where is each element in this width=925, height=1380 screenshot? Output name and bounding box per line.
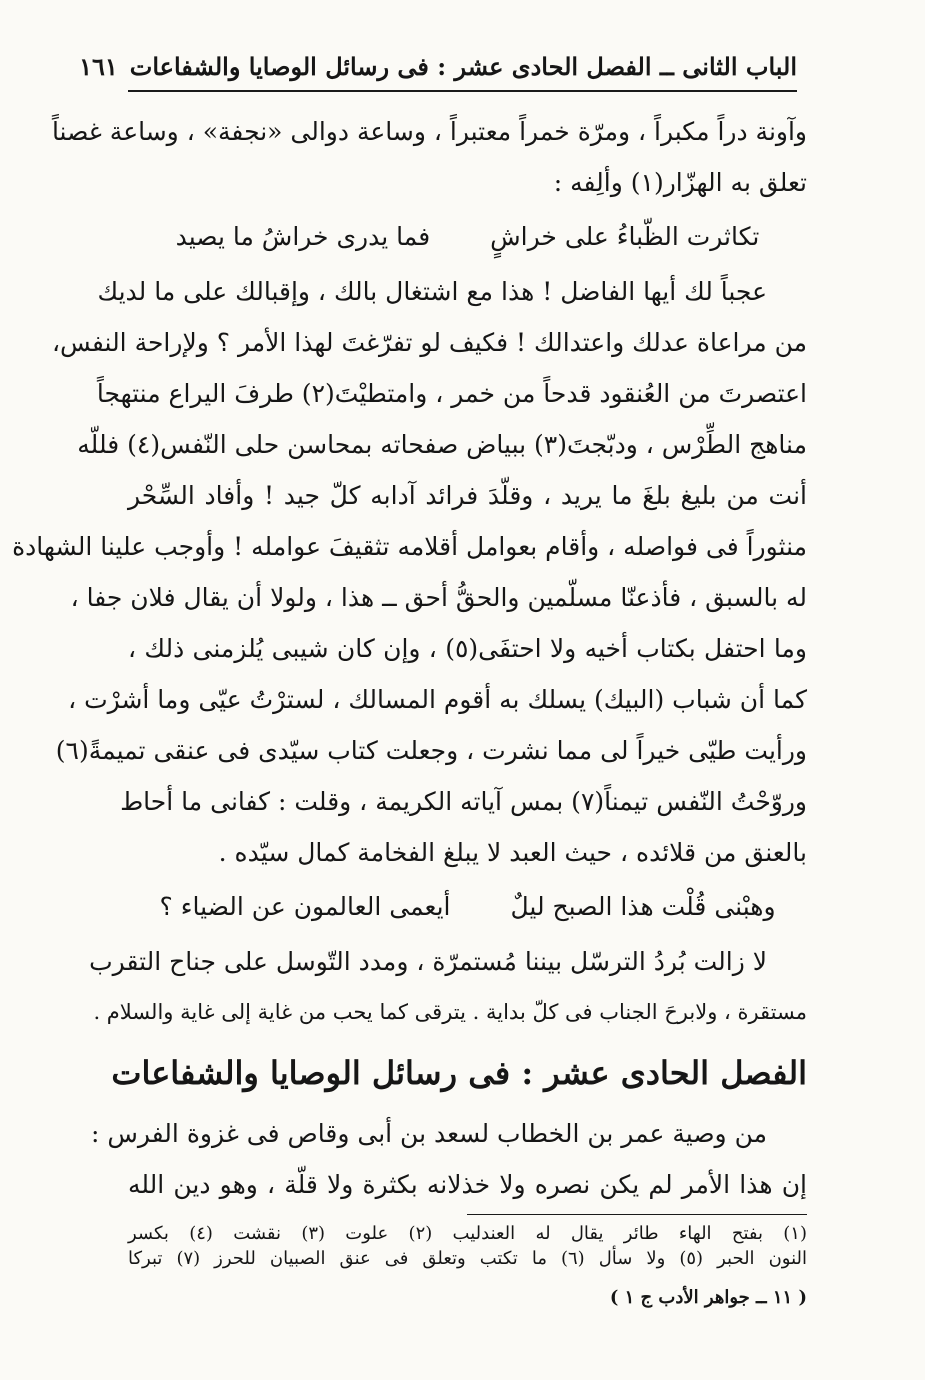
footnotes: [128, 1221, 807, 1271]
printer-signature: ( ١١ ــ جواهر الأدب ج ١ ): [609, 1287, 807, 1308]
verse: [128, 208, 807, 266]
text-line: مستقرة ، ولابرحَ الجناب فى كلّ بداية . يترقى كما يحب من غاية إلى غاية والسلام .: [93, 1000, 807, 1024]
header-title: الباب الثانى ــ الفصل الحادى عشر : فى رسائل الوصايا والشفاعات: [129, 52, 797, 81]
footnote-divider: [467, 1214, 807, 1215]
text-line: اعتصرتَ من العُنقود قدحاً من خمر ، وامتطيْتَ(٢) طرفَ اليراع منتهجاً: [96, 379, 807, 408]
text-line: من وصية عمر بن الخطاب لسعد بن أبى وقاص فى غزوة الفرس :: [90, 1119, 767, 1148]
text-line: ورأيت طيّى خيراً لى مما نشرت ، وجعلت كتاب سيّدى فى عنقى تميمةً(٦): [55, 736, 807, 765]
verse-hemistich: تكاثرت الظّباءُ على خراشٍ: [490, 222, 760, 251]
text-line: له بالسبق ، فأذعنّا مسلّمين والحقُّ أحق ــ هذا ، ولولا أن يقال فلان جفا ،: [70, 583, 807, 612]
verse-hemistich: وهبْنى قُلْت هذا الصبح ليلٌ: [510, 892, 776, 921]
text-line: إن هذا الأمر لم يكن نصره ولا خذلانه بكثرة ولا قلّة ، وهو دين الله: [128, 1170, 807, 1199]
text-line: أنت من بليغ بلغَ ما يريد ، وقلّدَ فرائد آدابه كلّ جيد ! وأفاد السِّحْر: [128, 481, 807, 510]
text-line: وروّحْتُ النّفس تيمناً(٧) بمس آياته الكريمة ، وقلت : كفانى ما أحاط: [120, 787, 807, 816]
footnote-line: النون الحبر (٥) ولا سأل (٦) ما تكتب وتعلق فى عنق الصبيان للحرز (٧) تبركا: [128, 1248, 808, 1269]
text-line: لا زالت بُردُ الترسّل بيننا مُستمرّة ، ومدد التّوسل على جناح التقرب: [89, 947, 767, 976]
footnote-line: (١) بفتح الهاء طائر يقال له العندليب (٢) علوت (٣) نقشت (٤) بكسر: [128, 1223, 807, 1244]
text-line: عجباً لك أيها الفاضل ! هذا مع اشتغال بالك ، وإقبالك على ما لديك: [97, 277, 767, 306]
text-line: كما أن شباب (البيك) يسلك به أقوم المسالك ، لسترْتُ عيّى وما أشرْت ،: [68, 685, 807, 714]
text-line: وما احتفل بكتاب أخيه ولا احتفَى(٥) ، وإن كان شيبى يُلزمنى ذلك ،: [128, 634, 807, 663]
section-heading: الفصل الحادى عشر : فى رسائل الوصايا والشفاعات: [111, 1054, 807, 1092]
text-line: منثوراً فى فواصله ، وأقام بعوامل أقلامه تثقيفَ عوامله ! وأوجب علينا الشهادة: [12, 532, 807, 561]
body-text: [12, 106, 807, 1210]
page-number: ١٦١: [79, 52, 118, 81]
verse: [128, 878, 807, 936]
text-line: بالعنق من قلائده ، حيث العبد لا يبلغ الفخامة كمال سيّده .: [218, 838, 807, 867]
text-line: تعلق به الهزّار(١) وألِفه :: [553, 168, 807, 197]
text-line: مناهج الطِّرْس ، ودبّجتَ(٣) ببياض صفحاته بمحاسن حلى النّفس(٤) فللّه: [77, 430, 807, 459]
verse-hemistich: أيعمى العالمون عن الضياء ؟: [159, 892, 451, 921]
running-header: [79, 50, 797, 92]
verse-hemistich: فما يدرى خراشُ ما يصيد: [175, 222, 431, 251]
text-line: وآونة دراً مكبراً ، ومرّة خمراً معتبراً ، وساعة دوالى «نجفة» ، وساعة غصناً: [51, 117, 807, 146]
text-line: من مراعاة عدلك واعتدالك ! فكيف لو تفرّغتَ لهذا الأمر ؟ ولإراحة النفس،: [51, 328, 807, 357]
